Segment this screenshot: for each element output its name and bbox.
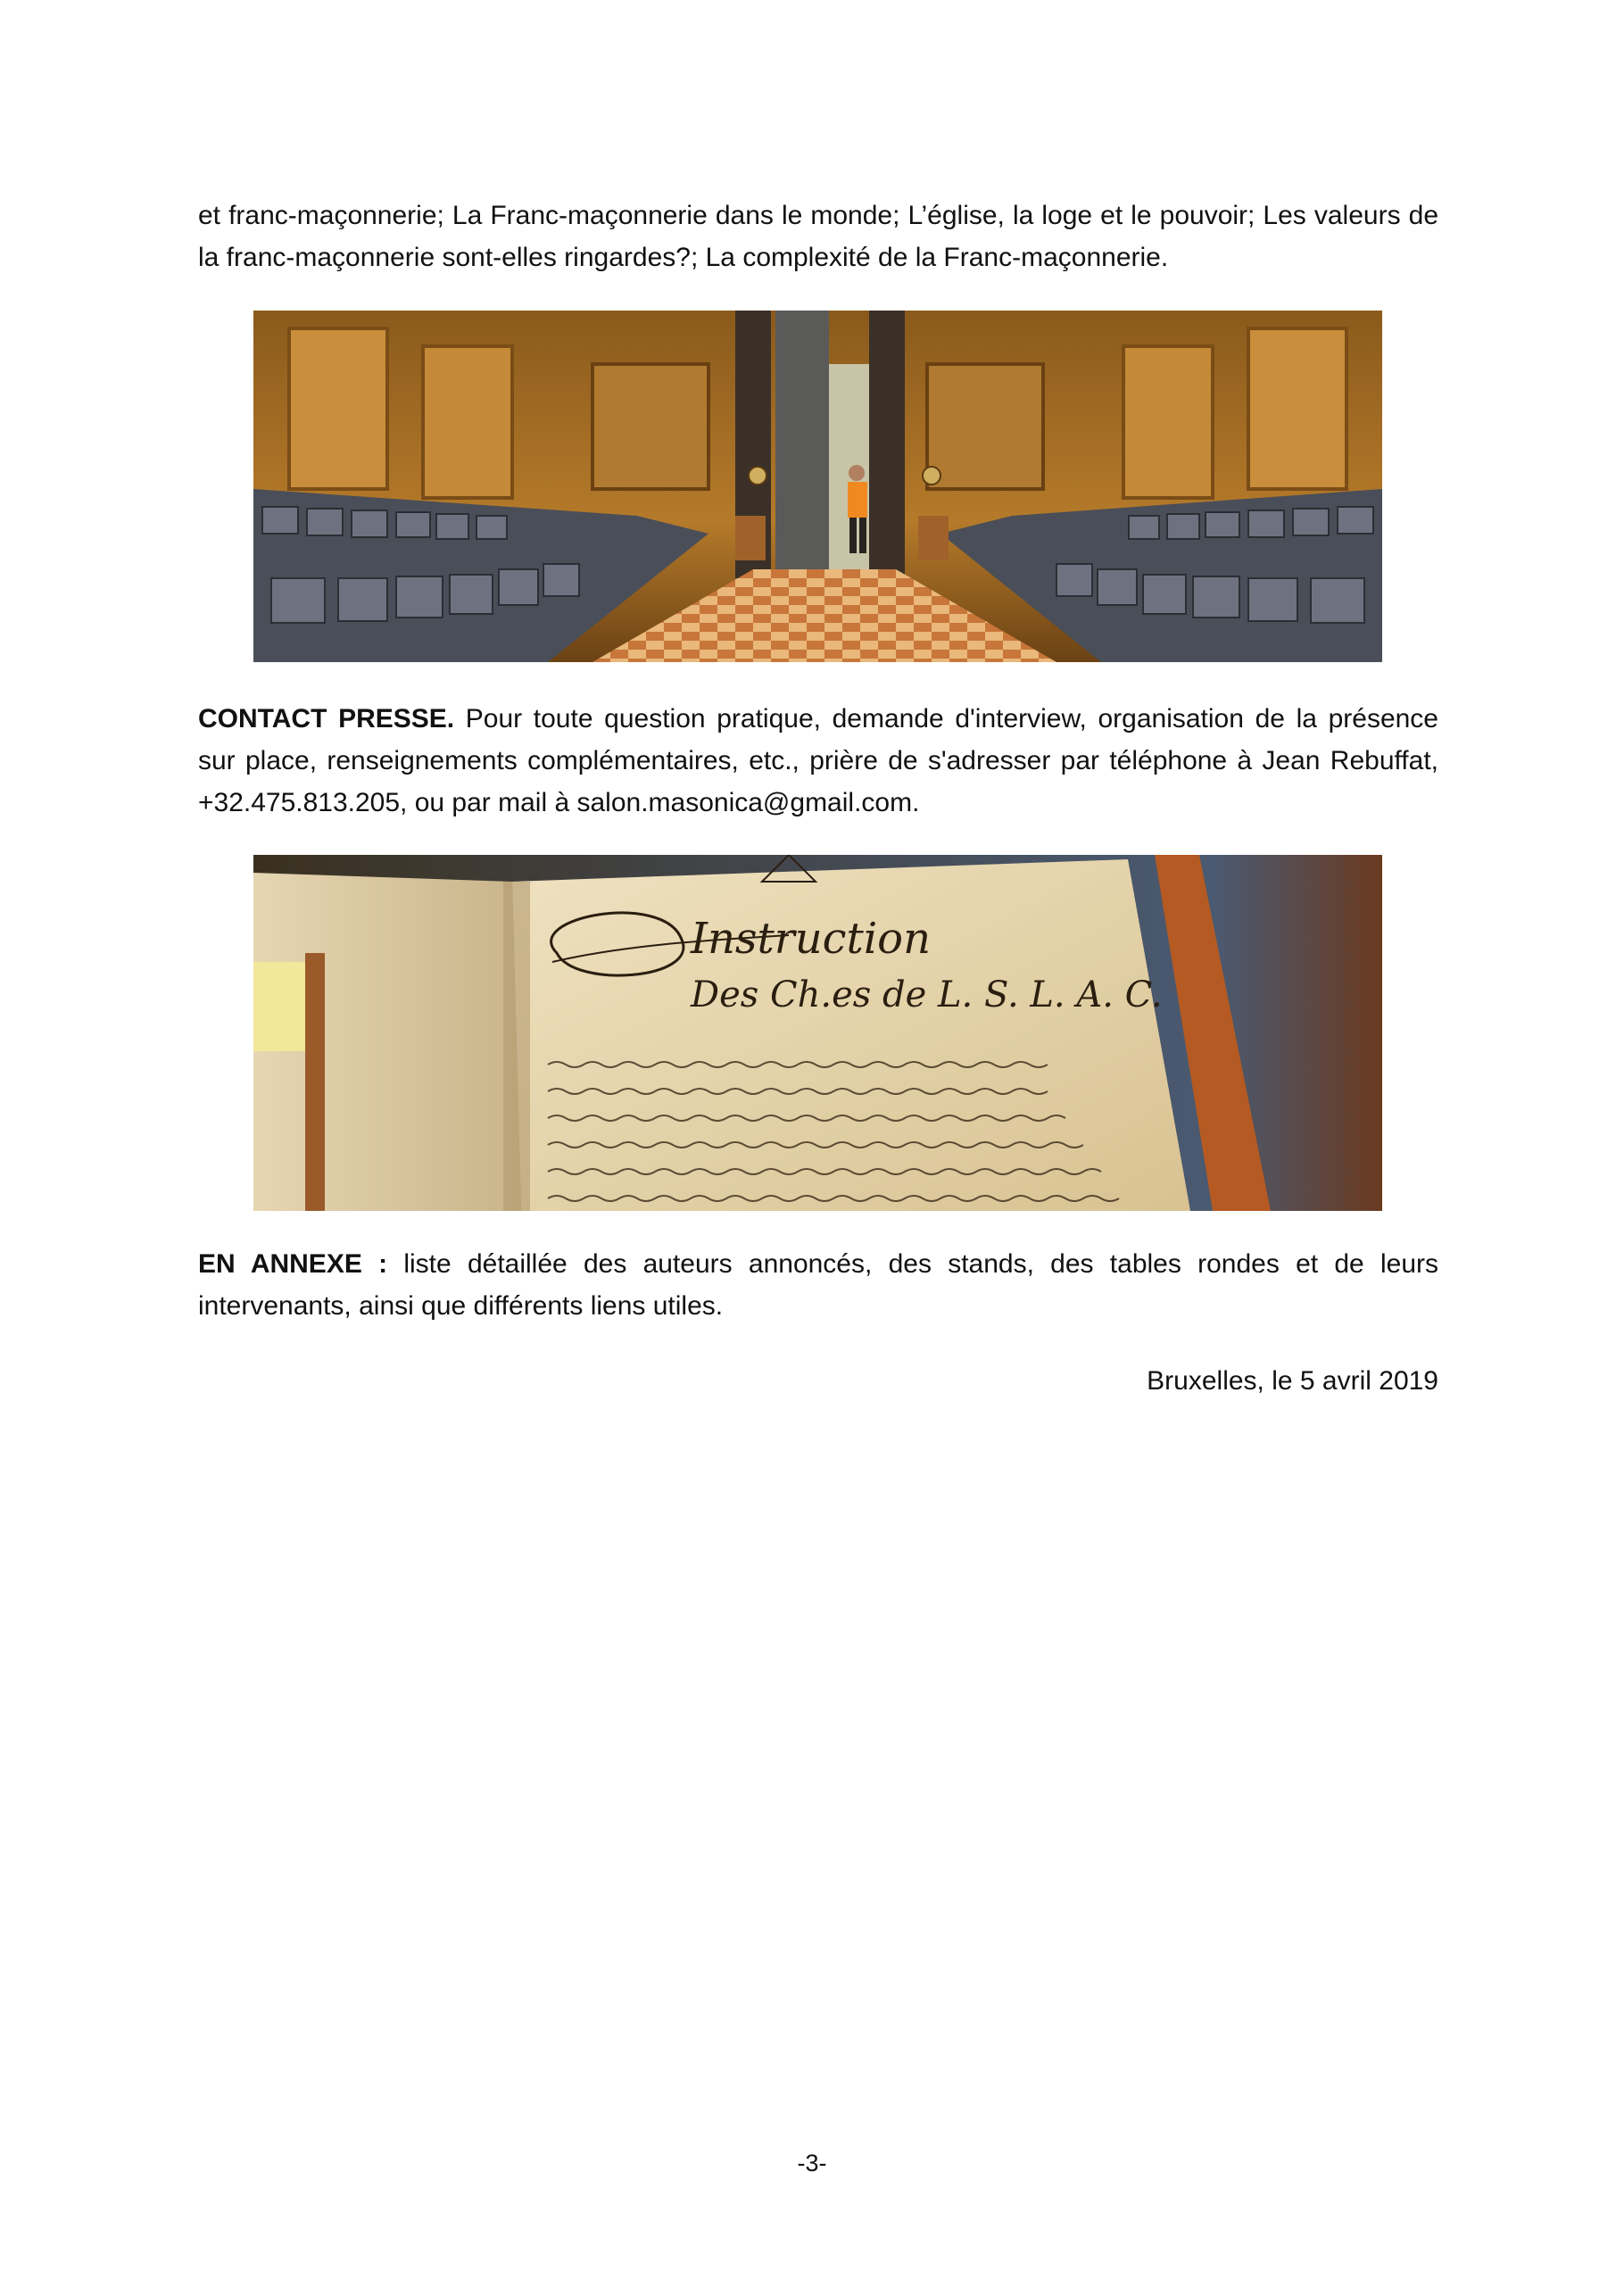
manuscript-photo [253,855,1382,1211]
press-contact-paragraph [198,698,1438,824]
press-contact-heading: CONTACT PRESSE. [198,704,455,734]
intro-paragraph [198,195,1438,278]
press-contact-text: Pour toute question pratique, demande d'interview, organisation de la présence sur place, renseignements complémentaires, etc., prière de s'adresser par téléphone à Jean Rebuffat, +32.475.813.205, ou par mail à salon.masonica@gmail.com. [198,704,1438,817]
page-number: -3- [797,2150,827,2176]
manuscript-title-line1: Instruction [691,914,931,964]
annex-paragraph [198,1243,1438,1327]
annex-text: liste détaillée des auteurs annoncés, des stands, des tables rondes et de leurs intervenants, ainsi que différents liens utiles. [198,1249,1438,1321]
intro-text: et franc-maçonnerie; La Franc-maçonnerie dans le monde; L’église, la loge et le pouvoir; Les valeurs de la franc-maçonnerie sont-elles ringardes?; La complexité de la Franc-maçonnerie. [198,201,1438,272]
signoff-date: Bruxelles, le 5 avril 2019 [1147,1366,1438,1396]
temple-hall-photo [253,311,1382,662]
manuscript-title-line2: Des Ch.es de L. S. L. A. C. [691,974,1163,1015]
annex-heading: EN ANNEXE : [198,1249,388,1279]
